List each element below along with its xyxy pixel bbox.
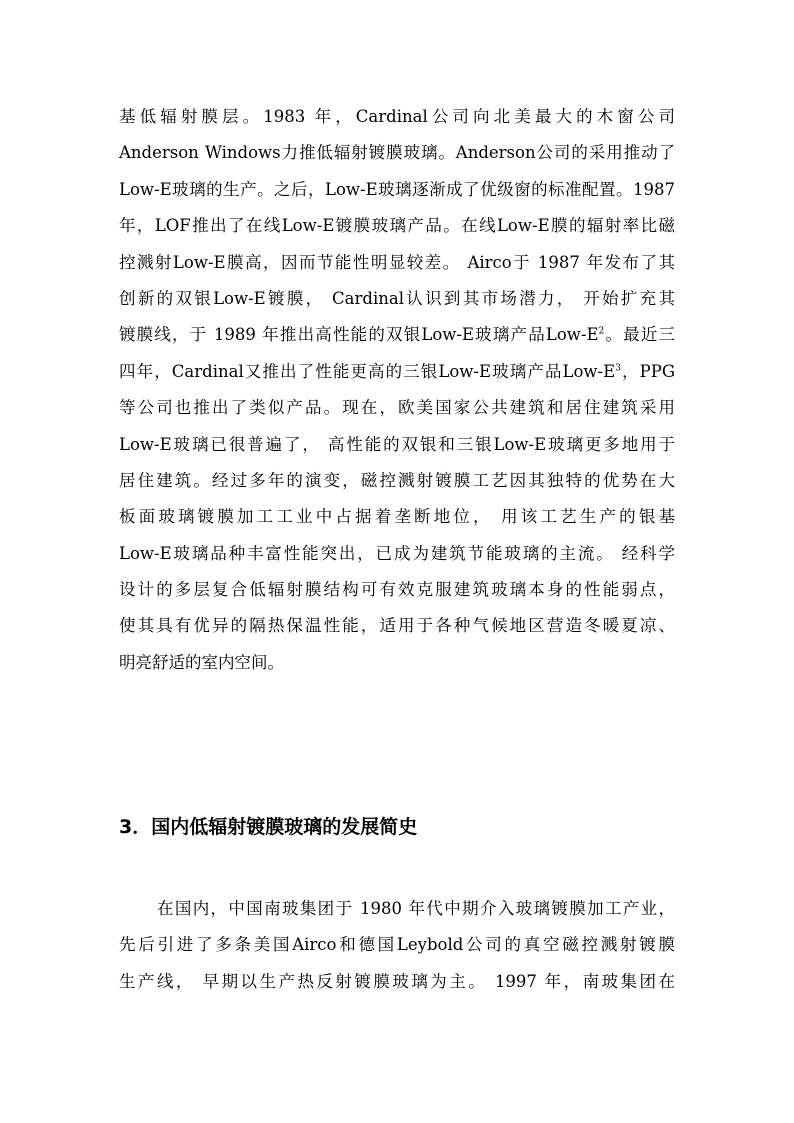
text-line: 设计的多层复合低辐射膜结构可有效克服建筑玻璃本身的性能弱点， — [119, 580, 675, 600]
superscript: 2 — [598, 326, 605, 337]
text-line: 明亮舒适的室内空间。 — [119, 652, 284, 672]
text-line: Low-E玻璃品种丰富性能突出，已成为建筑节能玻璃的主流。 经科学 — [119, 543, 675, 563]
text-line: Low-E玻璃已很普遍了， 高性能的双银和三银Low-E玻璃更多地用于 — [119, 434, 675, 454]
text-line: 年，LOF推出了在线Low-E镀膜玻璃产品。在线Low-E膜的辐射率比磁 — [119, 216, 675, 236]
text-line: 创新的双银Low-E镀膜， Cardinal认识到其市场潜力， 开始扩充其 — [119, 288, 675, 308]
text-line — [119, 317, 675, 353]
text-line — [119, 354, 675, 390]
text-segment: ，PPG — [620, 361, 676, 381]
superscript: 3 — [615, 363, 621, 374]
text-line: 在国内，中国南玻集团于 1980 年代中期介入玻璃镀膜加工产业， — [157, 899, 675, 918]
text-line: 先后引进了多条美国Airco和德国Leybold公司的真空磁控溅射镀膜 — [119, 935, 675, 955]
text-line: Low-E玻璃的生产。之后，Low-E玻璃逐渐成了优级窗的标准配置。1987 — [119, 179, 675, 199]
text-line: Anderson Windows力推低辐射镀膜玻璃。Anderson公司的采用推动了 — [119, 143, 675, 163]
text-line: 居住建筑。经过多年的演变，磁控溅射镀膜工艺因其独特的优势在大 — [119, 470, 675, 490]
text-segment: 四年，Cardinal又推出了性能更高的三银Low-E玻璃产品Low-E — [119, 361, 616, 381]
text-segment: 。最近三 — [604, 325, 676, 345]
body-paragraph — [119, 99, 675, 681]
text-line: 控溅射Low-E膜高，因而节能性明显较差。 Airco于 1987 年发布了其 — [119, 252, 675, 272]
body-paragraph — [119, 891, 675, 1000]
text-line: 生产线， 早期以生产热反射镀膜玻璃为主。 1997 年，南玻集团在 — [119, 971, 675, 991]
text-line: 等公司也推出了类似产品。现在，欧美国家公共建筑和居住建筑采用 — [119, 398, 675, 418]
text-line: 使其具有优异的隔热保温性能，适用于各种气候地区营造冬暖夏凉、 — [119, 616, 675, 636]
section-heading: 3．国内低辐射镀膜玻璃的发展简史 — [119, 816, 418, 838]
text-line: 板面玻璃镀膜加工工业中占据着垄断地位， 用该工艺生产的银基 — [119, 507, 675, 527]
text-line: 基低辐射膜层。1983 年，Cardinal公司向北美最大的木窗公司 — [119, 107, 675, 126]
text-segment: 镀膜线，于 1989 年推出高性能的双银Low-E玻璃产品Low-E — [119, 325, 599, 345]
